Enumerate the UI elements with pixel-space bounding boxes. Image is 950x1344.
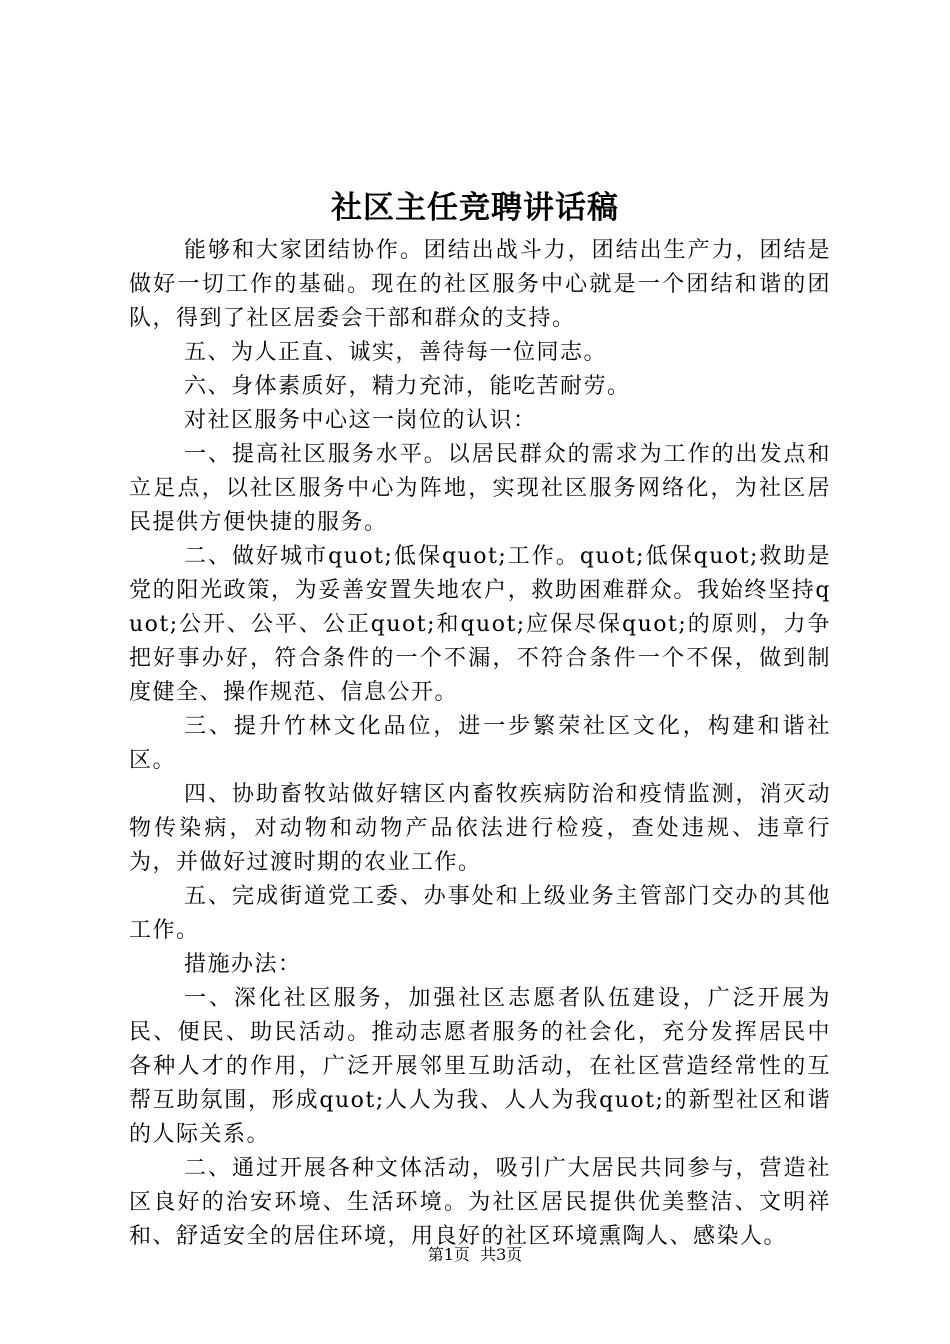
paragraph-1: 能够和大家团结协作。团结出战斗力，团结出生产力，团结是做好一切工作的基础。现在的社区服务中心就是一个团结和谐的团队，得到了社区居委会干部和群众的支持。 bbox=[129, 238, 831, 331]
paragraph-10: 措施办法： bbox=[184, 952, 302, 977]
paragraph-7: 三、提升竹林文化品位，进一步繁荣社区文化，构建和谐社区。 bbox=[129, 714, 831, 773]
document-body bbox=[129, 234, 831, 1254]
page-total: 共3页 bbox=[480, 1245, 523, 1264]
paragraph-12: 二、通过开展各种文体活动，吸引广大居民共同参与，营造社区良好的治安环境、生活环境。为社区居民提供优美整洁、文明祥和、舒适安全的居住环境，用良好的社区环境熏陶人、感染人。 bbox=[129, 1156, 831, 1249]
paragraph-6: 二、做好城市quot;低保quot;工作。quot;低保quot;救助是党的阳光政策，为妥善安置失地农户，救助困难群众。我始终坚持quot;公开、公平、公正quot;和quot;应保尽保quot;的原则，力争把好事办好，符合条件的一个不漏，不符合条件一个不保，做到制度健全、操作规范、信息公开。 bbox=[129, 544, 831, 705]
paragraph-4: 对社区服务中心这一岗位的认识： bbox=[184, 408, 537, 433]
paragraph-9: 五、完成街道党工委、办事处和上级业务主管部门交办的其他工作。 bbox=[129, 884, 831, 943]
paragraph-2: 五、为人正直、诚实，善待每一位同志。 bbox=[184, 340, 608, 365]
paragraph-5: 一、提高社区服务水平。以居民群众的需求为工作的出发点和立足点，以社区服务中心为阵地，实现社区服务网络化，为社区居民提供方便快捷的服务。 bbox=[129, 442, 831, 535]
document-title: 社区主任竞聘讲话稿 bbox=[331, 190, 619, 226]
footer-spacer bbox=[470, 1245, 480, 1264]
page-footer bbox=[0, 1243, 950, 1267]
paragraph-3: 六、身体素质好，精力充沛，能吃苦耐劳。 bbox=[184, 374, 631, 399]
page-number: 第1页 bbox=[427, 1245, 470, 1264]
paragraph-11: 一、深化社区服务，加强社区志愿者队伍建设，广泛开展为民、便民、助民活动。推动志愿者服务的社会化，充分发挥居民中各种人才的作用，广泛开展邻里互助活动，在社区营造经常性的互帮互助氛围，形成quot;人人为我、人人为我quot;的新型社区和谐的人际关系。 bbox=[129, 986, 831, 1147]
paragraph-8: 四、协助畜牧站做好辖区内畜牧疾病防治和疫情监测，消灭动物传染病，对动物和动物产品依法进行检疫，查处违规、违章行为，并做好过渡时期的农业工作。 bbox=[129, 782, 831, 875]
